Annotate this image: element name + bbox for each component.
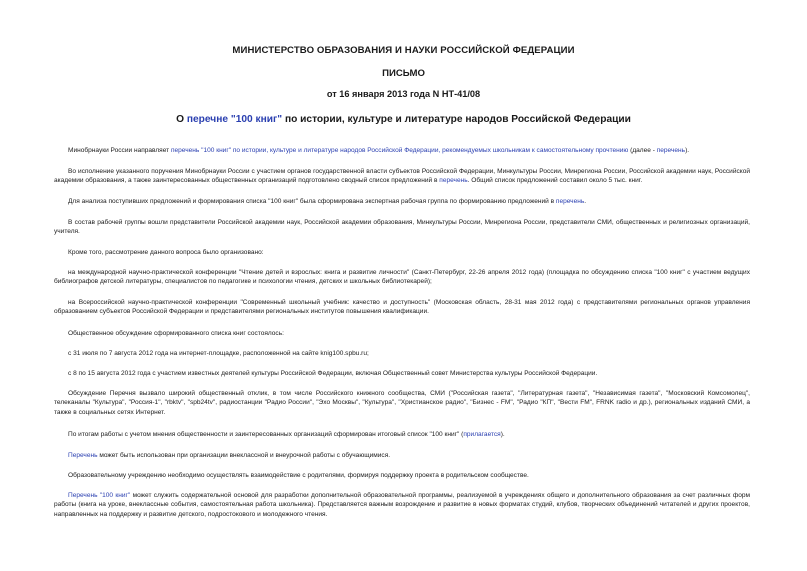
document-type: ПИСЬМО [382,68,425,79]
p2-text-a: Во исполнение указанного поручения Минобрнауки России с участием органов государственной власти субъектов Российской Федерации, Минкультуры России, Минрегиона России, Российской академии наук, Российской академии образования, а также заинтересованных общественных организаций подготовлено сводный список предложений в [54,168,750,185]
paragraph-10: с 8 по 15 августа 2012 года с участием известных деятелей культуры Российской Федерации, включая Общественный совет Министерства культуры Российской Федерации. [68,370,598,377]
p1-text-b: (далее - [628,147,657,154]
p15-link-perechen-100[interactable]: Перечень "100 книг" [68,492,131,499]
p1-link-perechen[interactable]: перечень [656,147,686,154]
p15-text-b: может служить содержательной основой для разработки дополнительной образовательной программы, реализуемой в учреждениях общего и дополнительного образования за счет различных форм работы (книга на уроке, внеклассные события, самостоятельная работа школьника). Представляется важным возрождение и развитие в новых форматах студий, клубов, творческих объединений читателей и других проектов, направленных на поддержку и развитие детского, подростокового и молодежного чтения. [54,492,750,518]
paragraph-3 [54,197,750,206]
paragraph-6: на международной научно-практической конференции "Чтение детей и взрослых: книга и развитие личности" (Санкт-Петербург, 22-26 апреля 2012 года) (площадка по обсуждению списка "100 книг" с участием ведущих библиографов детской литературы, специалистов по педагогике и психологии чтения, детских и школьных библиотекарей); [54,269,750,286]
title-suffix: по истории, культуре и литературе народов Российской Федерации [282,114,631,125]
paragraph-14: Образовательному учреждению необходимо осуществлять взаимодействие с родителями, формируя поддержку проекта в родительском сообществе. [68,472,529,479]
document-date-number: от 16 января 2013 года N НТ-41/08 [326,89,481,99]
p1-link-perechen-full[interactable]: перечень "100 книг" по истории, культуре и литературе народов Российской Федерации, рекомендуемых школьникам к самостоятельному прочтению [170,147,629,154]
paragraph-15 [54,491,750,519]
document-title [0,114,807,125]
p1-text-c: ). [685,147,690,154]
paragraph-5: Кроме того, рассмотрение данного вопроса было организовано: [68,249,264,256]
p1-text-a: Минобрнауки России направляет [68,147,171,154]
p3-text-a: Для анализа поступивших предложений и формирования списка "100 книг" была сформирована экспертная рабочая группа по формированию предложений в [68,198,556,205]
paragraph-11: Обсуждение Перечня вызвало широкий общественный отклик, в том числе Российского книжного сообщества, СМИ ("Российская газета", "Литературная газета", "Независимая газета", "Московский Комсомолец", телеканалы "Культура", "Россия-1", "rbktv", "spb24tv", радиостанции "Радио России", "Эхо Москвы", "Культура", "Христианское радио", "Бизнес - FM", "Радио "КП", "Вести FM", FRNK radio и др.), региональных изданий СМИ, а также в социальных сетях Интернет. [54,390,750,416]
paragraph-4: В состав рабочей группы вошли представители Российской академии наук, Российской академии образования, Минкультуры России, Минрегиона России, представители СМИ, общественных и религиозных организаций, учителя. [54,219,750,236]
paragraph-7: на Всероссийской научно-практической конференции "Современный школьный учебник: качество и доступность" (Московская область, 28-31 мая 2012 года) с представителями региональных органов управления образованием субъектов Российской Федерации и представителями региональных институтов повышения квалификации. [54,299,750,316]
paragraph-8: Общественное обсуждение сформированного списка книг состоялось: [68,330,284,337]
paragraph-12 [54,430,750,439]
paragraph-2 [54,167,750,186]
p3-text-b: . [584,198,587,205]
ministry-heading: МИНИСТЕРСТВО ОБРАЗОВАНИЯ И НАУКИ РОССИЙСКОЙ ФЕДЕРАЦИИ [232,45,575,56]
p12-link-attached[interactable]: прилагается [463,431,501,438]
p12-text-b: ). [500,431,505,438]
title-prefix: О [176,114,187,125]
p13-text-b: может быть использован при организации внеклассной и внеурочной работы с обучающимися. [97,452,391,459]
paragraph-13 [54,451,750,460]
paragraph-9: с 31 июля по 7 августа 2012 года на интернет-площадке, расположенной на сайте knig100.spbu.ru; [68,350,369,357]
paragraph-1 [54,146,750,155]
p12-text-a: По итогам работы с учетом мнения общественности и заинтересованных организаций сформирован итоговый список "100 книг" ( [68,431,464,438]
p2-link-perechen[interactable]: перечень [439,177,468,185]
p3-link-perechen[interactable]: перечень [555,198,585,205]
title-link-perechen[interactable]: перечне "100 книг" [186,114,283,125]
p13-link-perechen[interactable]: Перечень [68,452,98,459]
p2-text-b: . Общий список предложений составил около 5 тыс. книг. [467,177,643,185]
